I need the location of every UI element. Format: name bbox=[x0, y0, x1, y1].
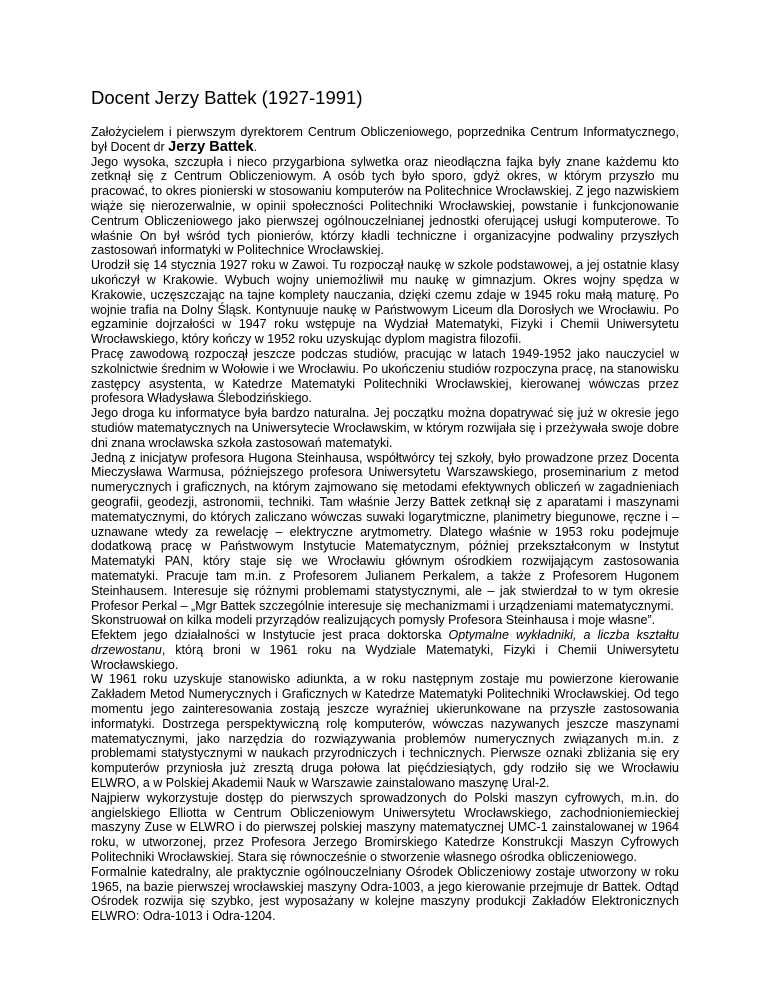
paragraph-computing-center: Formalnie katedralny, ale praktycznie ogólnouczelniany Ośrodek Obliczeniowy zostaje utworzony w roku 1965, na bazie pierwszej wrocławskiej maszyny Odra-1003, a jego kierowanie przejmuje dr Battek. Odtąd Ośrodek rozwija się szybko, jest wyposażany w kolejne maszyny produkcji Zakładów Elektronicznych ELWRO: Odra-1013 i Odra-1204. bbox=[91, 864, 679, 924]
paragraph-path-to-informatics: Jego droga ku informatyce była bardzo naturalna. Jej początku można dopatrywać się już w okresie jego studiów matematycznych na Uniwersytecie Wrocławskim, w którym rozwijała się i przeżywała swoje dobre dni znana wrocławska szkoła zastosowań matematyki. bbox=[91, 406, 679, 450]
paragraph-first-computers: Najpierw wykorzystuje dostęp do pierwszych sprowadzonych do Polski maszyn cyfrowych, m.in. do angielskiego Elliotta w Centrum Obliczeniowym Uniwersytetu Wrocławskiego, zachodnioniemieckiej maszyny Zuse w ELWRO i do pierwszej polskiej maszyny matematycznej UMC-1 zainstalowanej w 1964 roku, w utworzonej, przez Profesora Jerzego Bromirskiego Katedrze Konstrukcji Maszyn Cyfrowych Politechniki Wrocławskiej. Stara się równocześnie o stworzenie własnego ośrodka obliczeniowego. bbox=[91, 790, 679, 865]
thesis-post: , którą broni w 1961 roku na Wydziale Matematyki, Fizyki i Chemii Uniwersytetu Wrocławskiego. bbox=[91, 642, 679, 672]
paragraph-adjunct: W 1961 roku uzyskuje stanowisko adiunkta, a w roku następnym zostaje mu powierzone kierowanie Zakładem Metod Numerycznych i Graficznych w Katedrze Matematyki Politechniki Wrocławskiej. Od tego momentu jego zainteresowania zostają jeszcze wyraźniej ukierunkowane na przyszłe zastosowania informatyki. Dostrzega perspektywiczną rolę komputerów, wówczas nazywanych jeszcze maszynami matematycznymi, jako narzędzia do rozwiązywania problemów numerycznych związanych m.in. z problemami statystycznymi w naukach przyrodniczych i technicznych. Pierwsze oznaki zbliżania się ery komputerów przyniosła już zresztą druga połowa lat pięćdziesiątych, gdy rodziło się we Wrocławiu ELWRO, a w Polskiej Akademii Nauk w Warszawie zainstalowano maszynę Ural-2. bbox=[91, 672, 679, 791]
intro-paragraph bbox=[91, 125, 679, 155]
paragraph-early-life: Urodził się 14 stycznia 1927 roku w Zawoi. Tu rozpoczął naukę w szkole podstawowej, a jej ostatnie klasy ukończył w Krakowie. Wybuch wojny uniemożliwił mu naukę w gimnazjum. Okres wojny spędza w Krakowie, uczęszczając na tajne komplety nauczania, dzięki czemu zdaje w 1945 roku małą maturę. Po wojnie trafia na Dolny Śląsk. Kontynuuje naukę w Państwowym Liceum dla Dorosłych we Wrocławiu. Po egzaminie dojrzałości w 1947 roku wstępuje na Wydział Matematyki, Fizyki i Chemii Uniwersytetu Wrocławskiego, który kończy w 1952 roku uzyskując dyplom magistra filozofii. bbox=[91, 258, 679, 347]
paragraph-steinhaus-seminar: Jedną z inicjatyw profesora Hugona Steinhausa, współtwórcy tej szkoły, było prowadzone przez Docenta Mieczysława Warmusa, późniejszego profesora Uniwersytetu Warszawskiego, proseminarium z metod numerycznych i graficznych, na którym zajmowano się metodami efektywnych obliczeń w zagadnieniach geografii, geodezji, astronomii, techniki. Tam właśnie Jerzy Battek zetknął się z aparatami i maszynami matematycznymi, do których zaliczano wówczas suwaki logarytmiczne, planimetry biegunowe, ręczne i – uznawane wtedy za rewelację – elektryczne arytmometry. Dlatego właśnie w 1953 roku podejmuje dodatkową pracę w Państwowym Instytucie Matematycznym, później przekształconym w Instytut Matematyki PAN, który staje się we Wrocławiu głównym ośrodkiem rozwijającym zastosowania matematyki. Pracuje tam m.in. z Profesorem Julianem Perkalem, a także z Profesorem Hugonem Steinhausem. Interesuje się różnymi problemami statystycznymi, ale – jak stwierdzał to w tym okresie Profesor Perkal – „Mgr Battek szczególnie interesuje się mechanizmami i urządzeniami matematycznymi. bbox=[91, 450, 679, 613]
intro-text: Założycielem i pierwszym dyrektorem Centrum Obliczeniowego, poprzednika Centrum Informatycznego, był Docent dr bbox=[91, 125, 679, 154]
paragraph-doctorate bbox=[91, 628, 679, 672]
document-body bbox=[91, 125, 679, 924]
founder-name: Jerzy Battek bbox=[168, 138, 254, 155]
paragraph-career-start: Pracę zawodową rozpoczął jeszcze podczas studiów, pracując w latach 1949‑1952 jako nauczyciel w szkolnictwie średnim w Wołowie i we Wrocławiu. Po ukończeniu studiów rozpoczyna pracę, na stanowisku zastępcy asystenta, w Katedrze Matematyki Politechniki Wrocławskiej, kierowanej wówczas przez profesora Władysława Ślebodzińskiego. bbox=[91, 346, 679, 406]
thesis-pre: Efektem jego działalności w Instytucie jest praca doktorska bbox=[91, 628, 449, 643]
thesis-title: Optymalne wykładniki, a liczba kształtu drzewostanu bbox=[91, 628, 679, 657]
page-title: Docent Jerzy Battek (1927-1991) bbox=[91, 87, 363, 108]
paragraph-constructions: Skonstruował on kilka modeli przyrządów realizujących pomysły Profesora Steinhausa i moje własne”. bbox=[91, 613, 656, 628]
paragraph-appearance: Jego wysoka, szczupła i nieco przygarbiona sylwetka oraz nieodłączna fajka były znane każdemu kto zetknął się z Centrum Obliczeniowym. A osób tych było sporo, gdyż okres, w którym przyszło mu pracować, to okres pionierski w stosowaniu komputerów na Politechnice Wrocławskiej. Z jego nazwiskiem wiąże się nierozerwalnie, w opinii społeczności Politechniki Wrocławskiej, powstanie i funkcjonowanie Centrum Obliczeniowego jako pierwszej ogólnouczelnianej jednostki oferującej usługi komputerowe. To właśnie On był wśród tych pionierów, którzy kładli techniczne i organizacyjne podwaliny przyszłych zastosowań informatyki w Politechnice Wrocławskiej. bbox=[91, 154, 679, 258]
intro-end: . bbox=[253, 139, 258, 154]
